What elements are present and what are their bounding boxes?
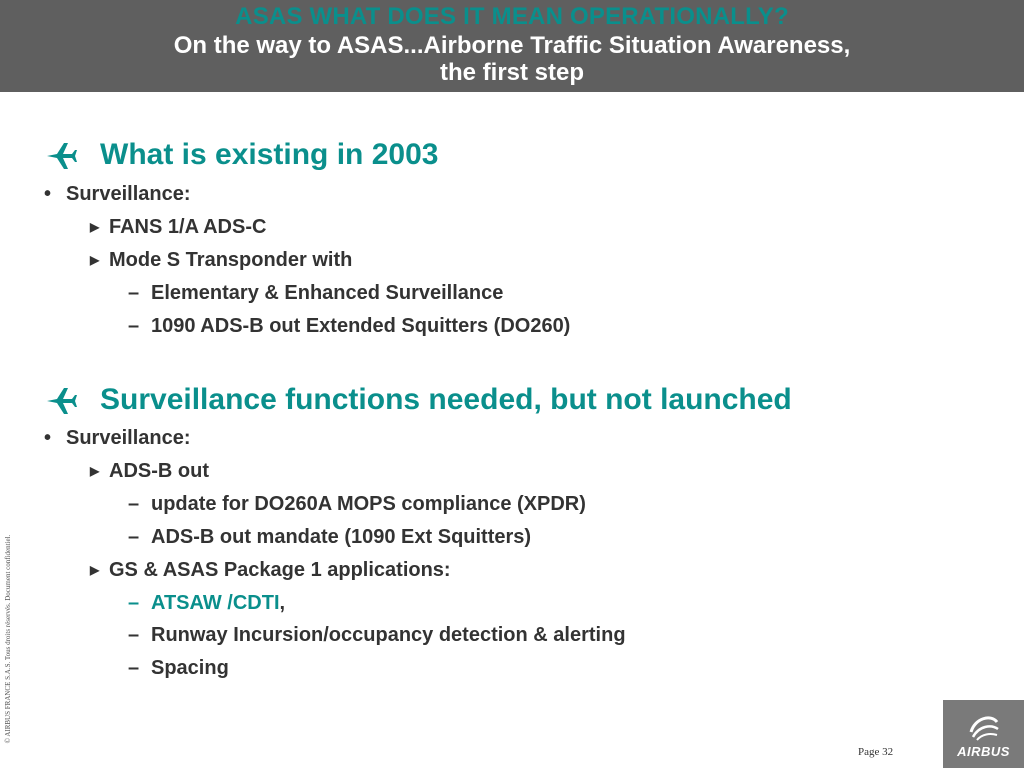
copyright-text: © AIRBUS FRANCE S.A.S. Tous droits réservés. Document confidentiel. bbox=[4, 534, 12, 744]
list-item-highlight: ATSAW /CDTI bbox=[151, 592, 280, 614]
list-item bbox=[44, 182, 191, 206]
airplane-icon bbox=[44, 138, 84, 178]
section-title-needed bbox=[44, 383, 792, 423]
list-item bbox=[90, 459, 209, 485]
list-item-label: 1090 ADS-B out Extended Squitters (DO260) bbox=[151, 315, 571, 337]
list-item bbox=[128, 623, 626, 647]
list-item bbox=[44, 426, 191, 450]
list-item bbox=[128, 281, 503, 305]
list-item-label: Surveillance: bbox=[66, 427, 191, 449]
list-item-label: Elementary & Enhanced Surveillance bbox=[151, 282, 504, 304]
section-title-text: What is existing in 2003 bbox=[100, 138, 439, 171]
list-item-label: Runway Incursion/occupancy detection & alerting bbox=[151, 624, 626, 646]
list-item-label: ADS-B out bbox=[109, 460, 209, 482]
slide-header bbox=[0, 0, 1024, 92]
list-item-label: ADS-B out mandate (1090 Ext Squitters) bbox=[151, 526, 532, 548]
bullet-icon: • bbox=[44, 183, 52, 205]
page-number: Page 32 bbox=[858, 746, 894, 758]
slide-title: ASAS WHAT DOES IT MEAN OPERATIONALLY? bbox=[235, 3, 789, 30]
arrow-bullet-icon: ▶ bbox=[90, 253, 100, 267]
arrow-bullet-icon: ▶ bbox=[90, 220, 100, 234]
slide-subtitle bbox=[0, 32, 1024, 86]
airbus-logo bbox=[943, 700, 1024, 768]
slide-subtitle-line2: the first step bbox=[439, 59, 585, 86]
bullet-icon: • bbox=[44, 427, 52, 449]
list-item bbox=[90, 215, 266, 241]
section-title-existing bbox=[44, 138, 438, 178]
arrow-bullet-icon: ▶ bbox=[90, 464, 100, 478]
list-item bbox=[128, 656, 229, 680]
logo-text: AIRBUS bbox=[957, 744, 1010, 759]
list-item bbox=[128, 591, 285, 615]
list-item-label: Mode S Transponder with bbox=[109, 249, 353, 271]
list-item-label: FANS 1/A ADS-C bbox=[109, 216, 267, 238]
dash-bullet: – bbox=[128, 657, 140, 679]
list-item bbox=[90, 248, 352, 274]
dash-bullet: – bbox=[128, 282, 140, 304]
arrow-bullet-icon: ▶ bbox=[90, 563, 100, 577]
list-item-label: Spacing bbox=[151, 657, 229, 679]
dash-bullet: – bbox=[128, 624, 140, 646]
copyright-notice bbox=[3, 534, 13, 750]
list-item-label: update for DO260A MOPS compliance (XPDR) bbox=[151, 493, 586, 515]
dash-bullet: – bbox=[128, 493, 140, 515]
slide-subtitle-line1: On the way to ASAS...Airborne Traffic Situation Awareness, bbox=[173, 32, 851, 59]
list-item bbox=[128, 525, 531, 549]
dash-bullet: – bbox=[128, 526, 140, 548]
dash-bullet: – bbox=[128, 315, 140, 337]
airbus-swirl-icon bbox=[967, 710, 1001, 742]
list-item-suffix: , bbox=[279, 592, 286, 614]
dash-bullet: – bbox=[128, 592, 140, 614]
section-title-text: Surveillance functions needed, but not launched bbox=[100, 383, 792, 416]
list-item bbox=[90, 558, 451, 584]
list-item bbox=[128, 314, 570, 338]
list-item bbox=[128, 492, 586, 516]
list-item-label: GS & ASAS Package 1 applications: bbox=[109, 559, 451, 581]
airplane-icon bbox=[44, 383, 84, 423]
list-item-label: Surveillance: bbox=[66, 183, 191, 205]
